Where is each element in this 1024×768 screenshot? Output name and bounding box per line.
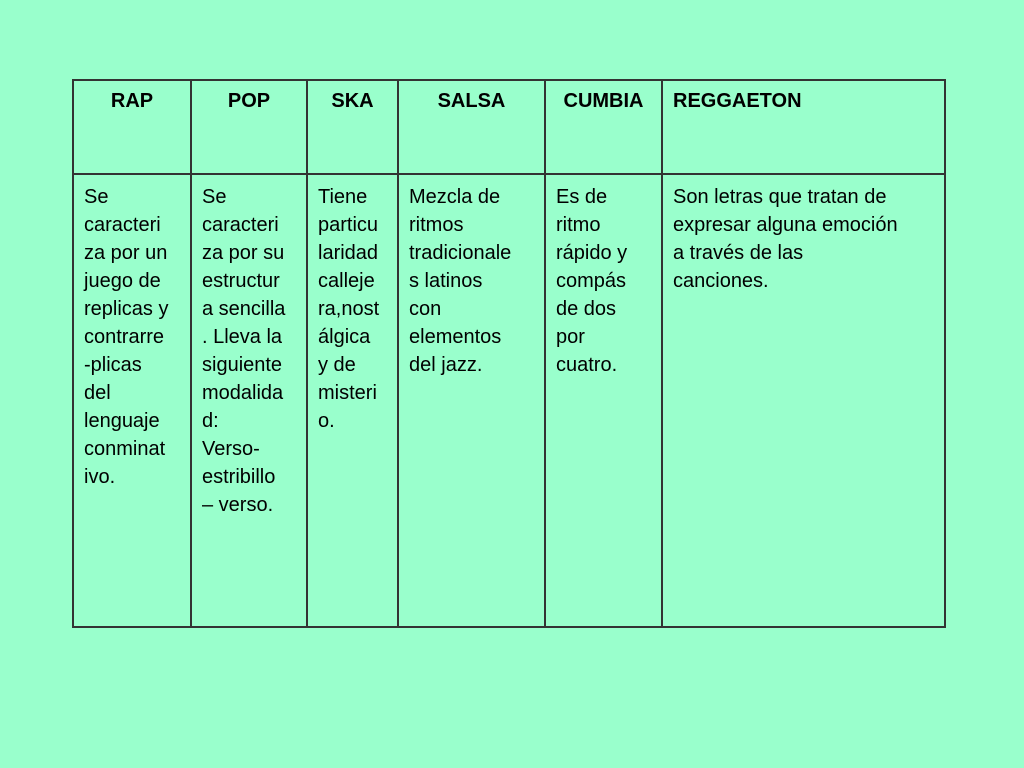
cell-reggaeton bbox=[662, 174, 945, 627]
description-cumbia: Es de ritmo rápido y compás de dos por cuatro. bbox=[556, 186, 628, 376]
description-salsa: Mezcla de ritmos tradicionale s latinos con elementos del jazz. bbox=[409, 186, 512, 376]
description-reggaeton: Son letras que tratan de expresar alguna emoción a través de las canciones. bbox=[673, 186, 898, 292]
cell-ska bbox=[307, 174, 398, 627]
description-rap: Se caracteri za por un juego de replicas y contrarre -plicas del lenguaje conminat ivo. bbox=[84, 186, 169, 488]
music-genres-table bbox=[72, 79, 946, 628]
header-row bbox=[73, 80, 945, 174]
header-rap: RAP bbox=[73, 80, 191, 174]
cell-salsa bbox=[398, 174, 545, 627]
cell-cumbia bbox=[545, 174, 662, 627]
header-reggaeton: REGGAETON bbox=[662, 80, 945, 174]
cell-pop bbox=[191, 174, 307, 627]
description-ska: Tiene particu laridad calleje ra,nost álgica y de misteri o. bbox=[318, 186, 380, 432]
header-ska: SKA bbox=[307, 80, 398, 174]
header-salsa: SALSA bbox=[398, 80, 545, 174]
description-pop: Se caracteri za por su estructur a sencilla . Lleva la siguiente modalida d: Verso- estribillo – verso. bbox=[202, 186, 286, 516]
description-row bbox=[73, 174, 945, 627]
cell-rap bbox=[73, 174, 191, 627]
header-pop: POP bbox=[191, 80, 307, 174]
header-cumbia: CUMBIA bbox=[545, 80, 662, 174]
